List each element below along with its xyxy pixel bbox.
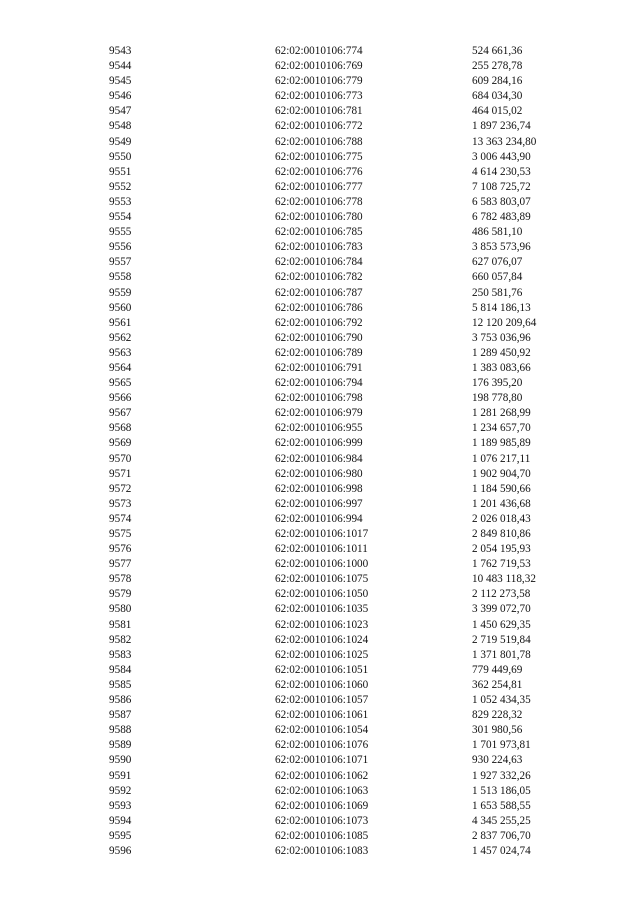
cadastral-value-cell: 930 224,63	[472, 754, 523, 767]
cadastral-value-cell: 4 345 255,25	[472, 814, 531, 827]
cadastral-number-cell: 62:02:0010106:999	[275, 437, 363, 450]
cadastral-value-cell: 1 383 083,66	[472, 361, 531, 374]
cadastral-value-cell: 1 289 450,92	[472, 346, 531, 359]
cadastral-number-cell: 62:02:0010106:1073	[275, 814, 369, 827]
table-row	[0, 497, 640, 512]
cadastral-value-cell: 6 583 803,07	[472, 195, 531, 208]
cadastral-number-cell: 62:02:0010106:998	[275, 482, 363, 495]
row-number-cell: 9547	[109, 105, 132, 118]
cadastral-number-cell: 62:02:0010106:1075	[275, 573, 369, 586]
cadastral-number-cell: 62:02:0010106:791	[275, 361, 363, 374]
table-row	[0, 693, 640, 708]
table-row	[0, 406, 640, 421]
row-number-cell: 9592	[109, 784, 132, 797]
row-number-cell: 9546	[109, 90, 132, 103]
table-row	[0, 104, 640, 119]
cadastral-value-cell: 2 026 018,43	[472, 512, 531, 525]
row-number-cell: 9549	[109, 135, 132, 148]
table-row	[0, 723, 640, 738]
table-row	[0, 421, 640, 436]
row-number-cell: 9576	[109, 543, 132, 556]
row-number-cell: 9566	[109, 392, 132, 405]
cadastral-number-cell: 62:02:0010106:1025	[275, 648, 369, 661]
cadastral-value-cell: 3 853 573,96	[472, 241, 531, 254]
table-row	[0, 286, 640, 301]
row-number-cell: 9590	[109, 754, 132, 767]
table-row	[0, 587, 640, 602]
row-number-cell: 9587	[109, 709, 132, 722]
cadastral-value-cell: 12 120 209,64	[472, 316, 537, 329]
cadastral-value-cell: 1 897 236,74	[472, 120, 531, 133]
row-number-cell: 9565	[109, 377, 132, 390]
cadastral-value-cell: 660 057,84	[472, 271, 523, 284]
row-number-cell: 9567	[109, 407, 132, 420]
cadastral-number-cell: 62:02:0010106:1085	[275, 829, 369, 842]
cadastral-value-cell: 1 281 268,99	[472, 407, 531, 420]
table-row	[0, 270, 640, 285]
cadastral-number-cell: 62:02:0010106:994	[275, 512, 363, 525]
cadastral-value-cell: 829 228,32	[472, 709, 523, 722]
table-row	[0, 452, 640, 467]
cadastral-value-cell: 198 778,80	[472, 392, 523, 405]
cadastral-number-cell: 62:02:0010106:781	[275, 105, 363, 118]
table-row	[0, 240, 640, 255]
cadastral-value-cell: 5 814 186,13	[472, 301, 531, 314]
table-row	[0, 316, 640, 331]
cadastral-number-cell: 62:02:0010106:1023	[275, 618, 369, 631]
table-row	[0, 708, 640, 723]
cadastral-value-cell: 1 457 024,74	[472, 844, 531, 857]
row-number-cell: 9562	[109, 331, 132, 344]
table-row	[0, 753, 640, 768]
cadastral-number-cell: 62:02:0010106:1076	[275, 739, 369, 752]
row-number-cell: 9568	[109, 422, 132, 435]
table-row	[0, 663, 640, 678]
row-number-cell: 9578	[109, 573, 132, 586]
row-number-cell: 9548	[109, 120, 132, 133]
cadastral-number-cell: 62:02:0010106:1054	[275, 724, 369, 737]
row-number-cell: 9584	[109, 663, 132, 676]
cadastral-number-cell: 62:02:0010106:790	[275, 331, 363, 344]
table-row	[0, 572, 640, 587]
cadastral-value-cell: 301 980,56	[472, 724, 523, 737]
table-row	[0, 829, 640, 844]
table-row	[0, 346, 640, 361]
table-row	[0, 557, 640, 572]
row-number-cell: 9593	[109, 799, 132, 812]
row-number-cell: 9569	[109, 437, 132, 450]
table-row	[0, 678, 640, 693]
row-number-cell: 9595	[109, 829, 132, 842]
cadastral-number-cell: 62:02:0010106:1000	[275, 558, 369, 571]
cadastral-number-cell: 62:02:0010106:1050	[275, 588, 369, 601]
cadastral-number-cell: 62:02:0010106:1083	[275, 844, 369, 857]
table-row	[0, 225, 640, 240]
cadastral-number-cell: 62:02:0010106:1057	[275, 694, 369, 707]
row-number-cell: 9571	[109, 467, 132, 480]
cadastral-value-cell: 176 395,20	[472, 377, 523, 390]
cadastral-value-cell: 7 108 725,72	[472, 180, 531, 193]
cadastral-number-cell: 62:02:0010106:783	[275, 241, 363, 254]
row-number-cell: 9554	[109, 211, 132, 224]
cadastral-number-cell: 62:02:0010106:794	[275, 377, 363, 390]
row-number-cell: 9564	[109, 361, 132, 374]
cadastral-number-cell: 62:02:0010106:786	[275, 301, 363, 314]
table-row	[0, 467, 640, 482]
row-number-cell: 9591	[109, 769, 132, 782]
table-row	[0, 301, 640, 316]
cadastral-number-cell: 62:02:0010106:774	[275, 45, 363, 57]
cadastral-value-cell: 609 284,16	[472, 75, 523, 88]
cadastral-number-cell: 62:02:0010106:788	[275, 135, 363, 148]
cadastral-number-cell: 62:02:0010106:1069	[275, 799, 369, 812]
table-row	[0, 74, 640, 89]
row-number-cell: 9577	[109, 558, 132, 571]
cadastral-number-cell: 62:02:0010106:779	[275, 75, 363, 88]
row-number-cell: 9561	[109, 316, 132, 329]
table-row	[0, 89, 640, 104]
cadastral-number-cell: 62:02:0010106:980	[275, 467, 363, 480]
cadastral-number-cell: 62:02:0010106:955	[275, 422, 363, 435]
cadastral-value-cell: 464 015,02	[472, 105, 523, 118]
row-number-cell: 9583	[109, 648, 132, 661]
cadastral-value-cell: 1 450 629,35	[472, 618, 531, 631]
cadastral-number-cell: 62:02:0010106:1071	[275, 754, 369, 767]
row-number-cell: 9570	[109, 452, 132, 465]
row-number-cell: 9545	[109, 75, 132, 88]
cadastral-number-cell: 62:02:0010106:979	[275, 407, 363, 420]
cadastral-number-cell: 62:02:0010106:1017	[275, 528, 369, 540]
cadastral-number-cell: 62:02:0010106:772	[275, 120, 363, 133]
row-number-cell: 9574	[109, 512, 132, 525]
row-number-cell: 9575	[109, 528, 132, 540]
cadastral-number-cell: 62:02:0010106:984	[275, 452, 363, 465]
row-number-cell: 9586	[109, 694, 132, 707]
cadastral-number-cell: 62:02:0010106:784	[275, 256, 363, 269]
row-number-cell: 9555	[109, 226, 132, 239]
table-row	[0, 618, 640, 633]
row-number-cell: 9551	[109, 165, 132, 178]
cadastral-value-cell: 1 184 590,66	[472, 482, 531, 495]
cadastral-value-cell: 3 753 036,96	[472, 331, 531, 344]
table-row	[0, 119, 640, 134]
cadastral-value-cell: 1 201 436,68	[472, 497, 531, 510]
row-number-cell: 9580	[109, 603, 132, 616]
table-row	[0, 150, 640, 165]
row-number-cell: 9543	[109, 45, 132, 57]
cadastral-number-cell: 62:02:0010106:785	[275, 226, 363, 239]
cadastral-value-cell: 1 902 904,70	[472, 467, 531, 480]
cadastral-value-cell: 2 837 706,70	[472, 829, 531, 842]
cadastral-number-cell: 62:02:0010106:798	[275, 392, 363, 405]
cadastral-value-cell: 2 849 810,86	[472, 528, 531, 540]
row-number-cell: 9596	[109, 844, 132, 857]
cadastral-number-cell: 62:02:0010106:792	[275, 316, 363, 329]
table-row	[0, 784, 640, 799]
cadastral-value-cell: 1 234 657,70	[472, 422, 531, 435]
cadastral-number-cell: 62:02:0010106:1024	[275, 633, 369, 646]
cadastral-value-cell: 1 513 186,05	[472, 784, 531, 797]
table-row	[0, 482, 640, 497]
cadastral-value-cell: 1 052 434,35	[472, 694, 531, 707]
row-number-cell: 9581	[109, 618, 132, 631]
cadastral-number-cell: 62:02:0010106:1063	[275, 784, 369, 797]
cadastral-value-cell: 684 034,30	[472, 90, 523, 103]
cadastral-value-cell: 1 371 801,78	[472, 648, 531, 661]
cadastral-number-cell: 62:02:0010106:787	[275, 286, 363, 299]
row-number-cell: 9585	[109, 678, 132, 691]
data-table	[0, 44, 640, 859]
cadastral-number-cell: 62:02:0010106:1011	[275, 543, 368, 556]
cadastral-value-cell: 255 278,78	[472, 60, 523, 73]
cadastral-value-cell: 6 782 483,89	[472, 211, 531, 224]
table-row	[0, 195, 640, 210]
cadastral-value-cell: 1 927 332,26	[472, 769, 531, 782]
cadastral-value-cell: 362 254,81	[472, 678, 523, 691]
table-row	[0, 376, 640, 391]
table-row	[0, 165, 640, 180]
cadastral-value-cell: 250 581,76	[472, 286, 523, 299]
row-number-cell: 9563	[109, 346, 132, 359]
cadastral-value-cell: 1 076 217,11	[472, 452, 531, 465]
cadastral-value-cell: 10 483 118,32	[472, 573, 536, 586]
cadastral-number-cell: 62:02:0010106:1051	[275, 663, 369, 676]
row-number-cell: 9573	[109, 497, 132, 510]
cadastral-number-cell: 62:02:0010106:1035	[275, 603, 369, 616]
cadastral-value-cell: 3 399 072,70	[472, 603, 531, 616]
table-row	[0, 738, 640, 753]
cadastral-number-cell: 62:02:0010106:778	[275, 195, 363, 208]
row-number-cell: 9559	[109, 286, 132, 299]
cadastral-value-cell: 2 054 195,93	[472, 543, 531, 556]
table-row	[0, 602, 640, 617]
table-row	[0, 436, 640, 451]
table-row	[0, 633, 640, 648]
table-row	[0, 769, 640, 784]
table-row	[0, 391, 640, 406]
table-row	[0, 255, 640, 270]
cadastral-number-cell: 62:02:0010106:782	[275, 271, 363, 284]
table-row	[0, 210, 640, 225]
cadastral-number-cell: 62:02:0010106:1062	[275, 769, 369, 782]
row-number-cell: 9572	[109, 482, 132, 495]
table-row	[0, 542, 640, 557]
cadastral-number-cell: 62:02:0010106:769	[275, 60, 363, 73]
row-number-cell: 9556	[109, 241, 132, 254]
table-row	[0, 512, 640, 527]
cadastral-value-cell: 13 363 234,80	[472, 135, 537, 148]
cadastral-number-cell: 62:02:0010106:773	[275, 90, 363, 103]
cadastral-value-cell: 627 076,07	[472, 256, 523, 269]
row-number-cell: 9594	[109, 814, 132, 827]
row-number-cell: 9558	[109, 271, 132, 284]
table-row	[0, 648, 640, 663]
cadastral-number-cell: 62:02:0010106:776	[275, 165, 363, 178]
table-row	[0, 527, 640, 542]
table-row	[0, 59, 640, 74]
row-number-cell: 9589	[109, 739, 132, 752]
table-row	[0, 814, 640, 829]
table-row	[0, 799, 640, 814]
row-number-cell: 9557	[109, 256, 132, 269]
cadastral-value-cell: 4 614 230,53	[472, 165, 531, 178]
table-row	[0, 135, 640, 150]
table-row	[0, 844, 640, 859]
row-number-cell: 9588	[109, 724, 132, 737]
row-number-cell: 9544	[109, 60, 132, 73]
row-number-cell: 9550	[109, 150, 132, 163]
cadastral-value-cell: 486 581,10	[472, 226, 523, 239]
row-number-cell: 9553	[109, 195, 132, 208]
row-number-cell: 9582	[109, 633, 132, 646]
cadastral-value-cell: 2 719 519,84	[472, 633, 531, 646]
cadastral-value-cell: 1 653 588,55	[472, 799, 531, 812]
table-row	[0, 361, 640, 376]
cadastral-value-cell: 3 006 443,90	[472, 150, 531, 163]
row-number-cell: 9552	[109, 180, 132, 193]
cadastral-number-cell: 62:02:0010106:789	[275, 346, 363, 359]
cadastral-number-cell: 62:02:0010106:997	[275, 497, 363, 510]
table-row	[0, 180, 640, 195]
cadastral-value-cell: 1 701 973,81	[472, 739, 531, 752]
cadastral-number-cell: 62:02:0010106:777	[275, 180, 363, 193]
cadastral-number-cell: 62:02:0010106:775	[275, 150, 363, 163]
cadastral-number-cell: 62:02:0010106:780	[275, 211, 363, 224]
cadastral-value-cell: 524 661,36	[472, 45, 523, 57]
cadastral-number-cell: 62:02:0010106:1061	[275, 709, 369, 722]
table-row	[0, 44, 640, 59]
row-number-cell: 9579	[109, 588, 132, 601]
cadastral-value-cell: 2 112 273,58	[472, 588, 531, 601]
row-number-cell: 9560	[109, 301, 132, 314]
cadastral-number-cell: 62:02:0010106:1060	[275, 678, 369, 691]
cadastral-value-cell: 779 449,69	[472, 663, 523, 676]
table-row	[0, 331, 640, 346]
cadastral-value-cell: 1 189 985,89	[472, 437, 531, 450]
cadastral-value-cell: 1 762 719,53	[472, 558, 531, 571]
